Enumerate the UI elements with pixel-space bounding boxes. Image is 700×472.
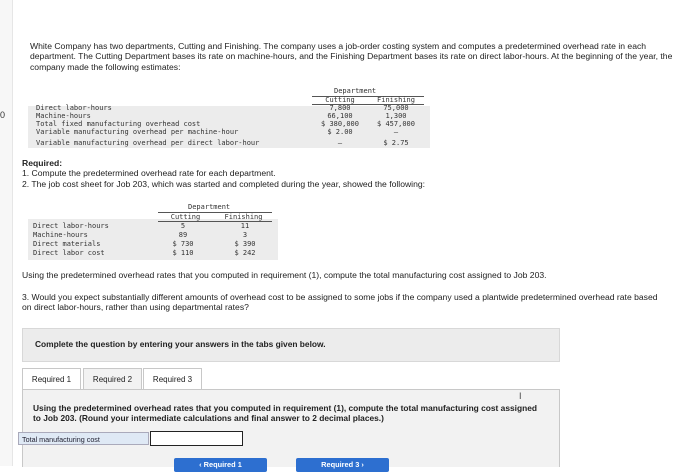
est-row-finishing: 75,000 <box>383 104 409 112</box>
tab-required-3[interactable]: Required 3 <box>143 368 202 392</box>
required-section <box>22 158 662 189</box>
job-row-cutting: 5 <box>180 222 186 230</box>
job-row-cutting: $ 730 <box>172 240 194 248</box>
job-row-label: Direct materials <box>33 240 101 248</box>
requirement-3-text: 3. Would you expect substantially different amounts of overhead cost to be assigned to some jobs if the company used a plantwide predetermined overhead rate based on direct labor-hours, rather than using departmental rates? <box>22 292 658 313</box>
next-required-button[interactable]: Required 3 › <box>296 458 389 472</box>
est-row-label: Total fixed manufacturing overhead cost <box>36 120 201 128</box>
job-header-department: Department <box>188 203 231 211</box>
est-row-label: Variable manufacturing overhead per machine-hour <box>36 128 239 136</box>
estimates-header-finishing: Finishing <box>377 96 415 104</box>
est-row-cutting: $ 380,000 <box>321 120 359 128</box>
job-row-label: Machine-hours <box>33 231 88 239</box>
est-row-finishing: $ 2.75 <box>383 139 409 147</box>
instructions-text: Complete the question by entering your answers in the tabs given below. <box>35 339 326 349</box>
est-row-label: Variable manufacturing overhead per direct labor-hour <box>36 139 260 147</box>
job-header-cutting: Cutting <box>170 213 201 221</box>
answer-panel <box>22 389 560 467</box>
est-row-cutting: 7,800 <box>329 104 351 112</box>
est-row-finishing: 1,300 <box>385 112 407 120</box>
est-row-finishing: – <box>393 128 399 136</box>
required-title: Required: <box>22 158 63 168</box>
est-row-label: Direct labor-hours <box>36 104 112 112</box>
est-row-cutting: – <box>337 139 343 147</box>
job-row-label: Direct labor-hours <box>33 222 109 230</box>
job-row-cutting: 89 <box>178 231 188 239</box>
left-margin <box>0 0 13 466</box>
prev-required-button[interactable]: ‹ Required 1 <box>174 458 267 472</box>
estimates-header-cutting: Cutting <box>325 96 355 104</box>
panel-instruction: Using the predetermined overhead rates that you computed in requirement (1), compute the total manufacturing cost assigned to Job 203. (Round your intermediate calculations and final answer to 2 decimal places.) <box>33 403 537 424</box>
total-cost-label: Total manufacturing cost <box>18 432 149 445</box>
required-item-1: 1. Compute the predetermined overhead rate for each department. <box>22 168 276 179</box>
estimates-table <box>28 87 430 154</box>
est-row-finishing: $ 457,000 <box>377 120 415 128</box>
margin-number: 0 <box>0 110 6 120</box>
job-row-label: Direct labor cost <box>33 249 105 257</box>
job-header-finishing: Finishing <box>224 213 263 221</box>
required-item-2: 2. The job cost sheet for Job 203, which was started and completed during the year, showed the following: <box>22 178 426 189</box>
job-row-finishing: $ 390 <box>234 240 256 248</box>
job-row-cutting: $ 110 <box>172 249 194 257</box>
instructions-banner <box>22 328 560 362</box>
tab-required-1[interactable]: Required 1 <box>22 368 81 392</box>
job-cost-table <box>28 201 278 261</box>
problem-intro: White Company has two departments, Cutting and Finishing. The company uses a job-order costing system and computes a predetermined overhead rate in each department. The Cutting Department bases its rate on machine-hours, and the Finishing Department bases its rate on direct labor-hours. At the beginning of the year, the company made the following estimates: <box>30 41 673 72</box>
job-row-finishing: 11 <box>240 222 250 230</box>
est-row-cutting: 66,100 <box>327 112 353 120</box>
estimates-header-department: Department <box>334 87 377 95</box>
total-cost-input[interactable] <box>150 431 243 446</box>
requirement-2-text: Using the predetermined overhead rates that you computed in requirement (1), compute the total manufacturing cost assigned to Job 203. <box>22 270 547 280</box>
text-cursor-icon: I <box>519 391 522 401</box>
job-row-finishing: 3 <box>242 231 248 239</box>
job-row-finishing: $ 242 <box>234 249 256 257</box>
tab-required-2[interactable]: Required 2 <box>83 368 142 392</box>
est-row-cutting: $ 2.00 <box>327 128 353 136</box>
est-row-label: Machine-hours <box>36 112 91 120</box>
